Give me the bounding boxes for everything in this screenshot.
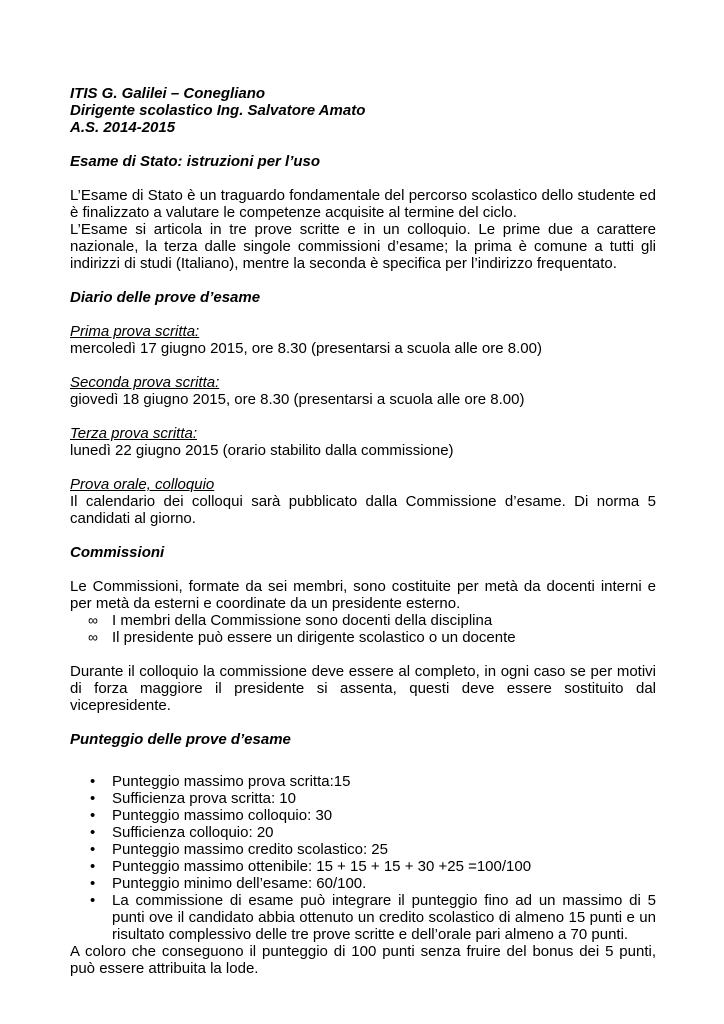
school-name: ITIS G. Galilei – Conegliano — [70, 85, 266, 102]
bullet-icon: • — [90, 875, 96, 892]
list-item — [70, 807, 656, 824]
list-item-text: Punteggio massimo credito scolastico: 25 — [112, 841, 388, 858]
punteggio-closing: A coloro che conseguono il punteggio di 100 punti senza fruire del bonus dei 5 punti, può essere attribuita la lode. — [70, 943, 656, 977]
bullet-icon: • — [90, 841, 96, 858]
commissioni-paragraph-1: Le Commissioni, formate da sei membri, sono costituite per metà da docenti interni e per metà da esterni e coordinate da un presidente esterno. — [70, 578, 656, 612]
prima-prova-text: mercoledì 17 giugno 2015, ore 8.30 (presentarsi a scuola alle ore 8.00) — [70, 340, 542, 357]
commissioni-paragraph-2: Durante il colloquio la commissione deve essere al completo, in ogni caso se per motivi di forza maggiore il presidente si assenta, questi deve essere sostituito dal vicepresidente. — [70, 663, 656, 714]
list-item — [70, 875, 656, 892]
commissioni-heading: Commissioni — [70, 544, 165, 561]
school-year: A.S. 2014-2015 — [70, 119, 176, 136]
document-title: Esame di Stato: istruzioni per l’uso — [70, 153, 321, 170]
list-item — [70, 892, 656, 943]
list-item-text: La commissione di esame può integrare il punteggio fino ad un massimo di 5 punti ove il candidato abbia ottenuto un credito scolastico di almeno 15 punti e un risultato complessivo delle tre prove scritte e dell’orale pari almeno a 70 punti. — [112, 892, 656, 943]
bullet-icon: • — [90, 807, 96, 824]
list-item-text: Punteggio minimo dell’esame: 60/100. — [112, 875, 367, 892]
bullet-icon: • — [90, 790, 96, 807]
diario-heading: Diario delle prove d’esame — [70, 289, 261, 306]
list-item-text: Sufficienza colloquio: 20 — [112, 824, 274, 841]
terza-prova-label: Terza prova scritta: — [70, 425, 197, 442]
prova-orale-text: Il calendario dei colloqui sarà pubblicato dalla Commissione d’esame. Di norma 5 candidati al giorno. — [70, 493, 656, 527]
principal-name: Dirigente scolastico Ing. Salvatore Amato — [70, 102, 366, 119]
list-item — [70, 841, 656, 858]
prima-prova-label: Prima prova scritta: — [70, 323, 200, 340]
bullet-icon: • — [90, 824, 96, 841]
list-item-text: Sufficienza prova scritta: 10 — [112, 790, 296, 807]
list-item — [70, 790, 656, 807]
list-item-text: Punteggio massimo colloquio: 30 — [112, 807, 333, 824]
list-item — [70, 612, 656, 629]
bullet-icon: • — [90, 773, 96, 790]
intro-paragraph-1: L’Esame di Stato è un traguardo fondamentale del percorso scolastico dello studente ed è finalizzato a valutare le competenze acquisite al termine del ciclo. — [70, 187, 656, 221]
seconda-prova-label: Seconda prova scritta: — [70, 374, 220, 391]
seconda-prova-text: giovedì 18 giugno 2015, ore 8.30 (presentarsi a scuola alle ore 8.00) — [70, 391, 525, 408]
bullet-icon: • — [90, 858, 96, 875]
commissioni-list — [70, 612, 656, 646]
intro-paragraph-2: L’Esame si articola in tre prove scritte e in un colloquio. Le prime due a carattere nazionale, la terza dalle singole commissioni d’esame; la prima è comune a tutti gli indirizzi di studi (Italiano), mentre la seconda è specifica per l’indirizzo frequentato. — [70, 221, 656, 272]
punteggio-list — [70, 773, 656, 943]
document-page — [70, 85, 656, 977]
punteggio-heading: Punteggio delle prove d’esame — [70, 731, 291, 748]
list-item — [70, 629, 656, 646]
list-item-text: I membri della Commissione sono docenti della disciplina — [112, 612, 493, 629]
list-item-text: Punteggio massimo prova scritta:15 — [112, 773, 351, 790]
list-item-text: Punteggio massimo ottenibile: 15 + 15 + 15 + 30 +25 =100/100 — [112, 858, 532, 875]
list-item — [70, 824, 656, 841]
list-item-text: Il presidente può essere un dirigente scolastico o un docente — [112, 629, 516, 646]
terza-prova-text: lunedì 22 giugno 2015 (orario stabilito dalla commissione) — [70, 442, 454, 459]
list-item — [70, 773, 656, 790]
infinity-bullet-icon: ∞ — [88, 612, 98, 628]
bullet-icon: • — [90, 892, 96, 909]
list-item — [70, 858, 656, 875]
infinity-bullet-icon: ∞ — [88, 629, 98, 645]
prova-orale-label: Prova orale, colloquio — [70, 476, 215, 493]
